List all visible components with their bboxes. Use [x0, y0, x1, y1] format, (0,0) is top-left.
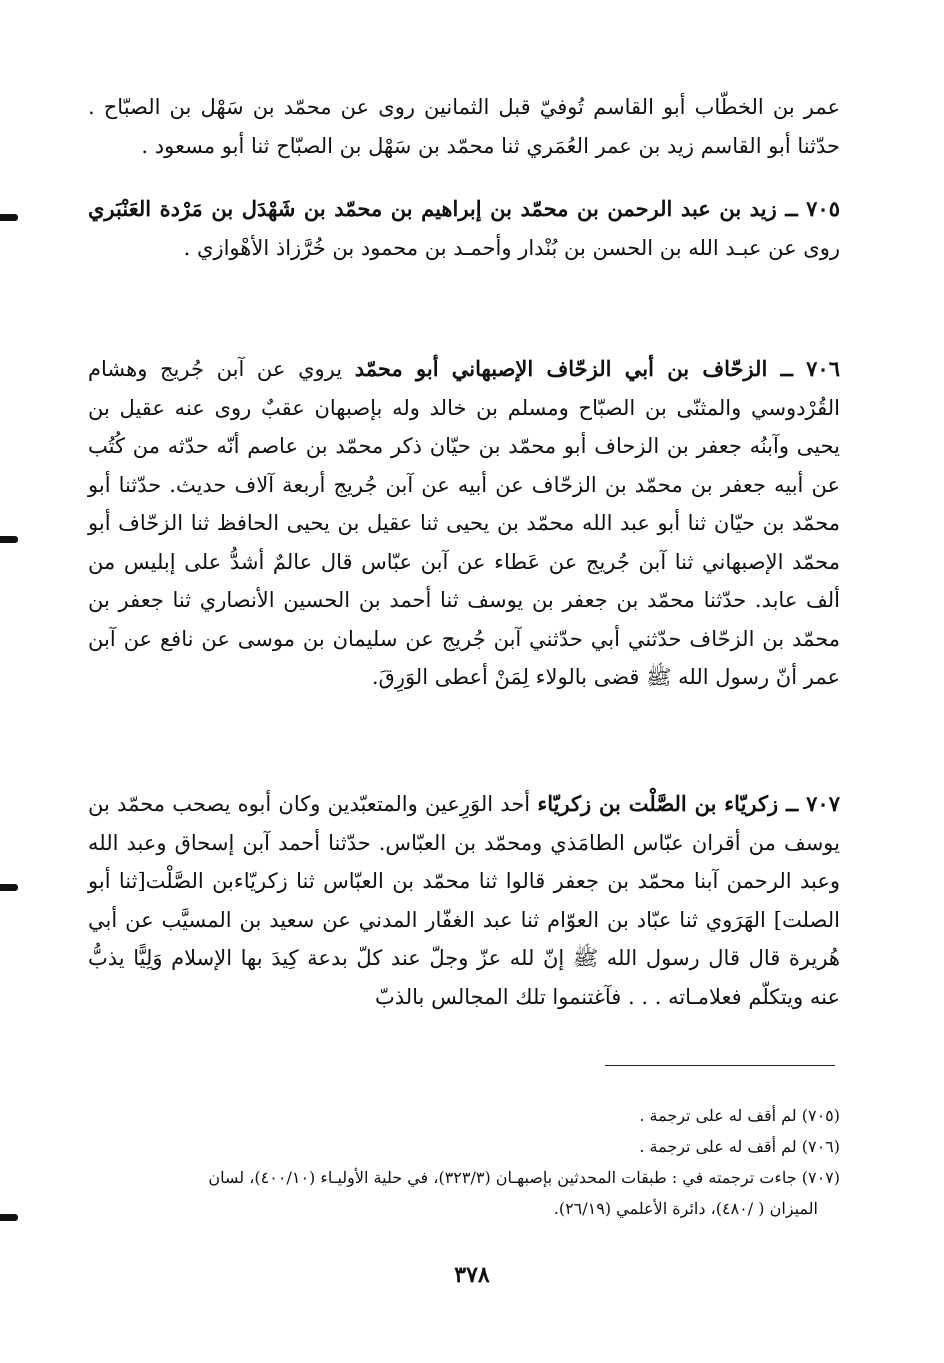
- footnote-707-continued: الميزان ( /٤٨٠)، دائرة الأعلمي (٢٦/١٩).: [553, 1199, 818, 1218]
- entry-body: روى عن عبـد الله بن الحسن بن بُنْدار وأحمـد بن محمود بن خُرَّزاذ الأهْوازي .: [183, 235, 840, 260]
- scan-edge-mark: [0, 214, 18, 221]
- scan-edge-mark: [0, 536, 18, 543]
- scan-edge-mark: [0, 1214, 18, 1221]
- footnote-707: (٧٠٧) جاءت ترجمته في : طبقات المحدثين بإصبهـان (٣٢٣/٣)، في حلية الأوليـاء (٤٠٠/١٠)، لسان: [208, 1168, 840, 1187]
- entry-body: أحد الوَرِعين والمتعبّدين وكان أبوه يصحب محمّد بن يوسف من أقران عبّاس الطامَذي ومحمّد بن العبّاس. حدّثنا أحمد آبن إسحاق وعبد الله وعبد الرحمن آبنا محمّد بن جعفر قالوا ثنا محمّد بن العبّاس ثنا زكريّاءبن الصَّلْت[ثنا أبو الصلت] الهَرَوي ثنا عبّاد بن العوّام ثنا عبد الغفّار المدني عن سعيد بن المسيَّب عن أبي هُريرة قال قال رسول الله ﷺ إنّ لله عزّ وجلّ عند كلّ بدعة كِيدَ بها الإسلام وَلِيًّا يذبُّ عنه ويتكلّم فعلامـاته . . . فآغتنموا تلك المجالس بالذبّ: [88, 792, 840, 1009]
- entry-heading: ٧٠٦ ــ الزحّاف بن أبي الزحّاف الإصبهاني أبو محمّد: [354, 356, 840, 381]
- entry-body: عمر بن الخطّاب أبو القاسم تُوفيّ قبل الثمانين روى عن محمّد بن سَهْل بن الصبّاح . حدّثنا أبو القاسم زيد بن عمر العُمَري ثنا محمّد بن سَهْل بن الصبّاح ثنا أبو مسعود .: [88, 95, 840, 158]
- entry-706: [88, 350, 840, 697]
- entry-heading: ٧٠٥ ــ زيد بن عبد الرحمن بن محمّد بن إبراهيم بن محمّد بن شَهْدَل بن مَرْدة العَنْبَري: [88, 196, 840, 221]
- footnote-divider: [605, 1065, 835, 1066]
- footnote-706: (٧٠٦) لم أقف له على ترجمة .: [639, 1137, 840, 1156]
- page-number: ٣٧٨: [454, 1262, 490, 1288]
- entry-heading: ٧٠٧ ــ زكريّاء بن الصَّلْت بن زكريّاء: [537, 791, 840, 816]
- footnote-705: (٧٠٥) لم أقف له على ترجمة .: [639, 1106, 840, 1125]
- entry-continuation: [88, 88, 840, 165]
- entry-705: [88, 190, 840, 267]
- entry-body: يروي عن آبن جُريج وهشام القُرْدوسي والمثنّى بن الصبّاح ومسلم بن خالد وله بإصبهان عقبٌ روى عنه عقيل بن يحيى وآبنُه جعفر بن الزحاف أبو محمّد بن حيّان ذكر محمّد بن عاصم أنّه حدّثه من كُتُب عن أبيه جعفر بن محمّد بن الزحّاف عن أبيه عن آبن جُريج أربعة آلاف حديث. حدّثنا أبو محمّد بن حيّان ثنا أبو عبد الله محمّد بن يحيى ثنا عقيل بن يحيى الحافظ ثنا الزحّاف أبو محمّد الإصبهاني ثنا آبن جُريج عن عَطاء عن آبن عبّاس قال عالمٌ أشدُّ على إبليس من ألف عابد. حدّثنا محمّد بن جعفر بن يوسف ثنا أحمد بن الحسين الأنصاري ثنا جعفر بن محمّد بن الزحّاف حدّثني أبي حدّثني آبن جُريج عن سليمان بن موسى عن نافع عن آبن عمر أنّ رسول الله ﷺ قضى بالولاء لِمَنْ أعطى الوَرِقَ.: [88, 357, 840, 689]
- footnotes: [88, 1100, 840, 1224]
- scan-edge-mark: [0, 884, 18, 891]
- entry-707: [88, 785, 840, 1016]
